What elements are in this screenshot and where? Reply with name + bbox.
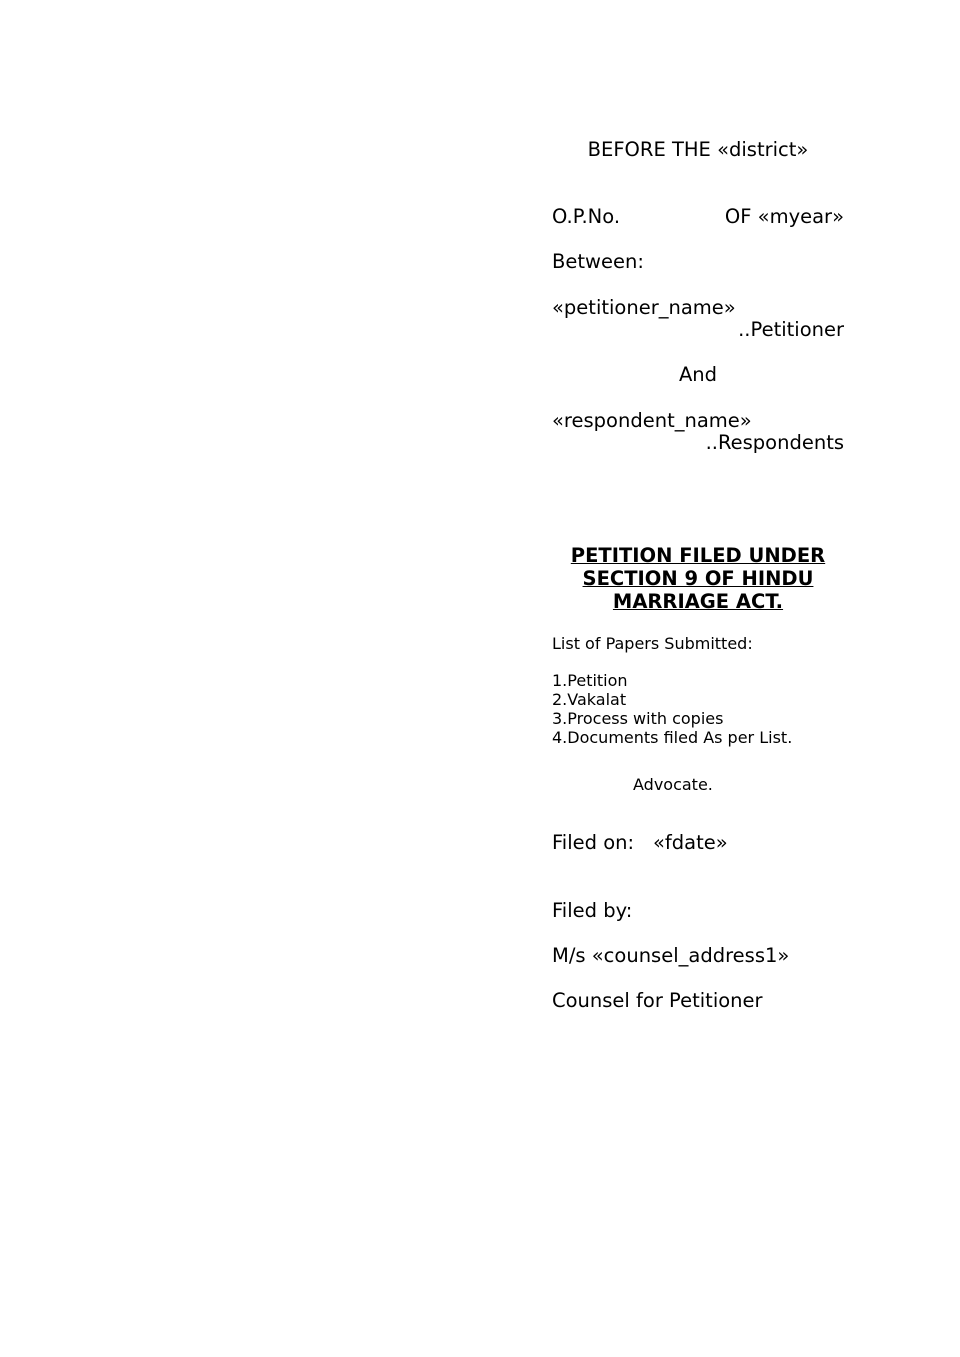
papers-heading: List of Papers Submitted: bbox=[552, 634, 753, 653]
respondent-name: «respondent_name» bbox=[552, 409, 752, 432]
petition-title-line: MARRIAGE ACT. bbox=[612, 590, 784, 613]
between-label: Between: bbox=[552, 250, 644, 273]
petitioner-name: «petitioner_name» bbox=[552, 296, 736, 319]
petitioner-role: ..Petitioner bbox=[738, 318, 844, 341]
petition-title bbox=[552, 544, 844, 613]
petition-title-line: PETITION FILED UNDER bbox=[570, 544, 826, 567]
advocate-label: Advocate. bbox=[633, 775, 713, 794]
filed-by-label: Filed by: bbox=[552, 899, 633, 922]
op-year: OF «myear» bbox=[724, 205, 844, 228]
counsel-address: M/s «counsel_address1» bbox=[552, 944, 790, 967]
papers-list bbox=[552, 671, 792, 747]
counsel-for-label: Counsel for Petitioner bbox=[552, 989, 763, 1012]
petition-title-line: SECTION 9 OF HINDU bbox=[582, 567, 814, 590]
list-item: 3.Process with copies bbox=[552, 709, 724, 728]
respondent-role: ..Respondents bbox=[705, 431, 844, 454]
filed-on-date: «fdate» bbox=[653, 831, 728, 854]
list-item: 4.Documents filed As per List. bbox=[552, 728, 793, 747]
op-number-label: O.P.No. bbox=[552, 205, 621, 228]
list-item: 1.Petition bbox=[552, 671, 628, 690]
list-item: 2.Vakalat bbox=[552, 690, 627, 709]
and-label: And bbox=[678, 363, 718, 386]
filed-on-label: Filed on: bbox=[552, 831, 635, 854]
court-heading: BEFORE THE «district» bbox=[587, 138, 809, 161]
